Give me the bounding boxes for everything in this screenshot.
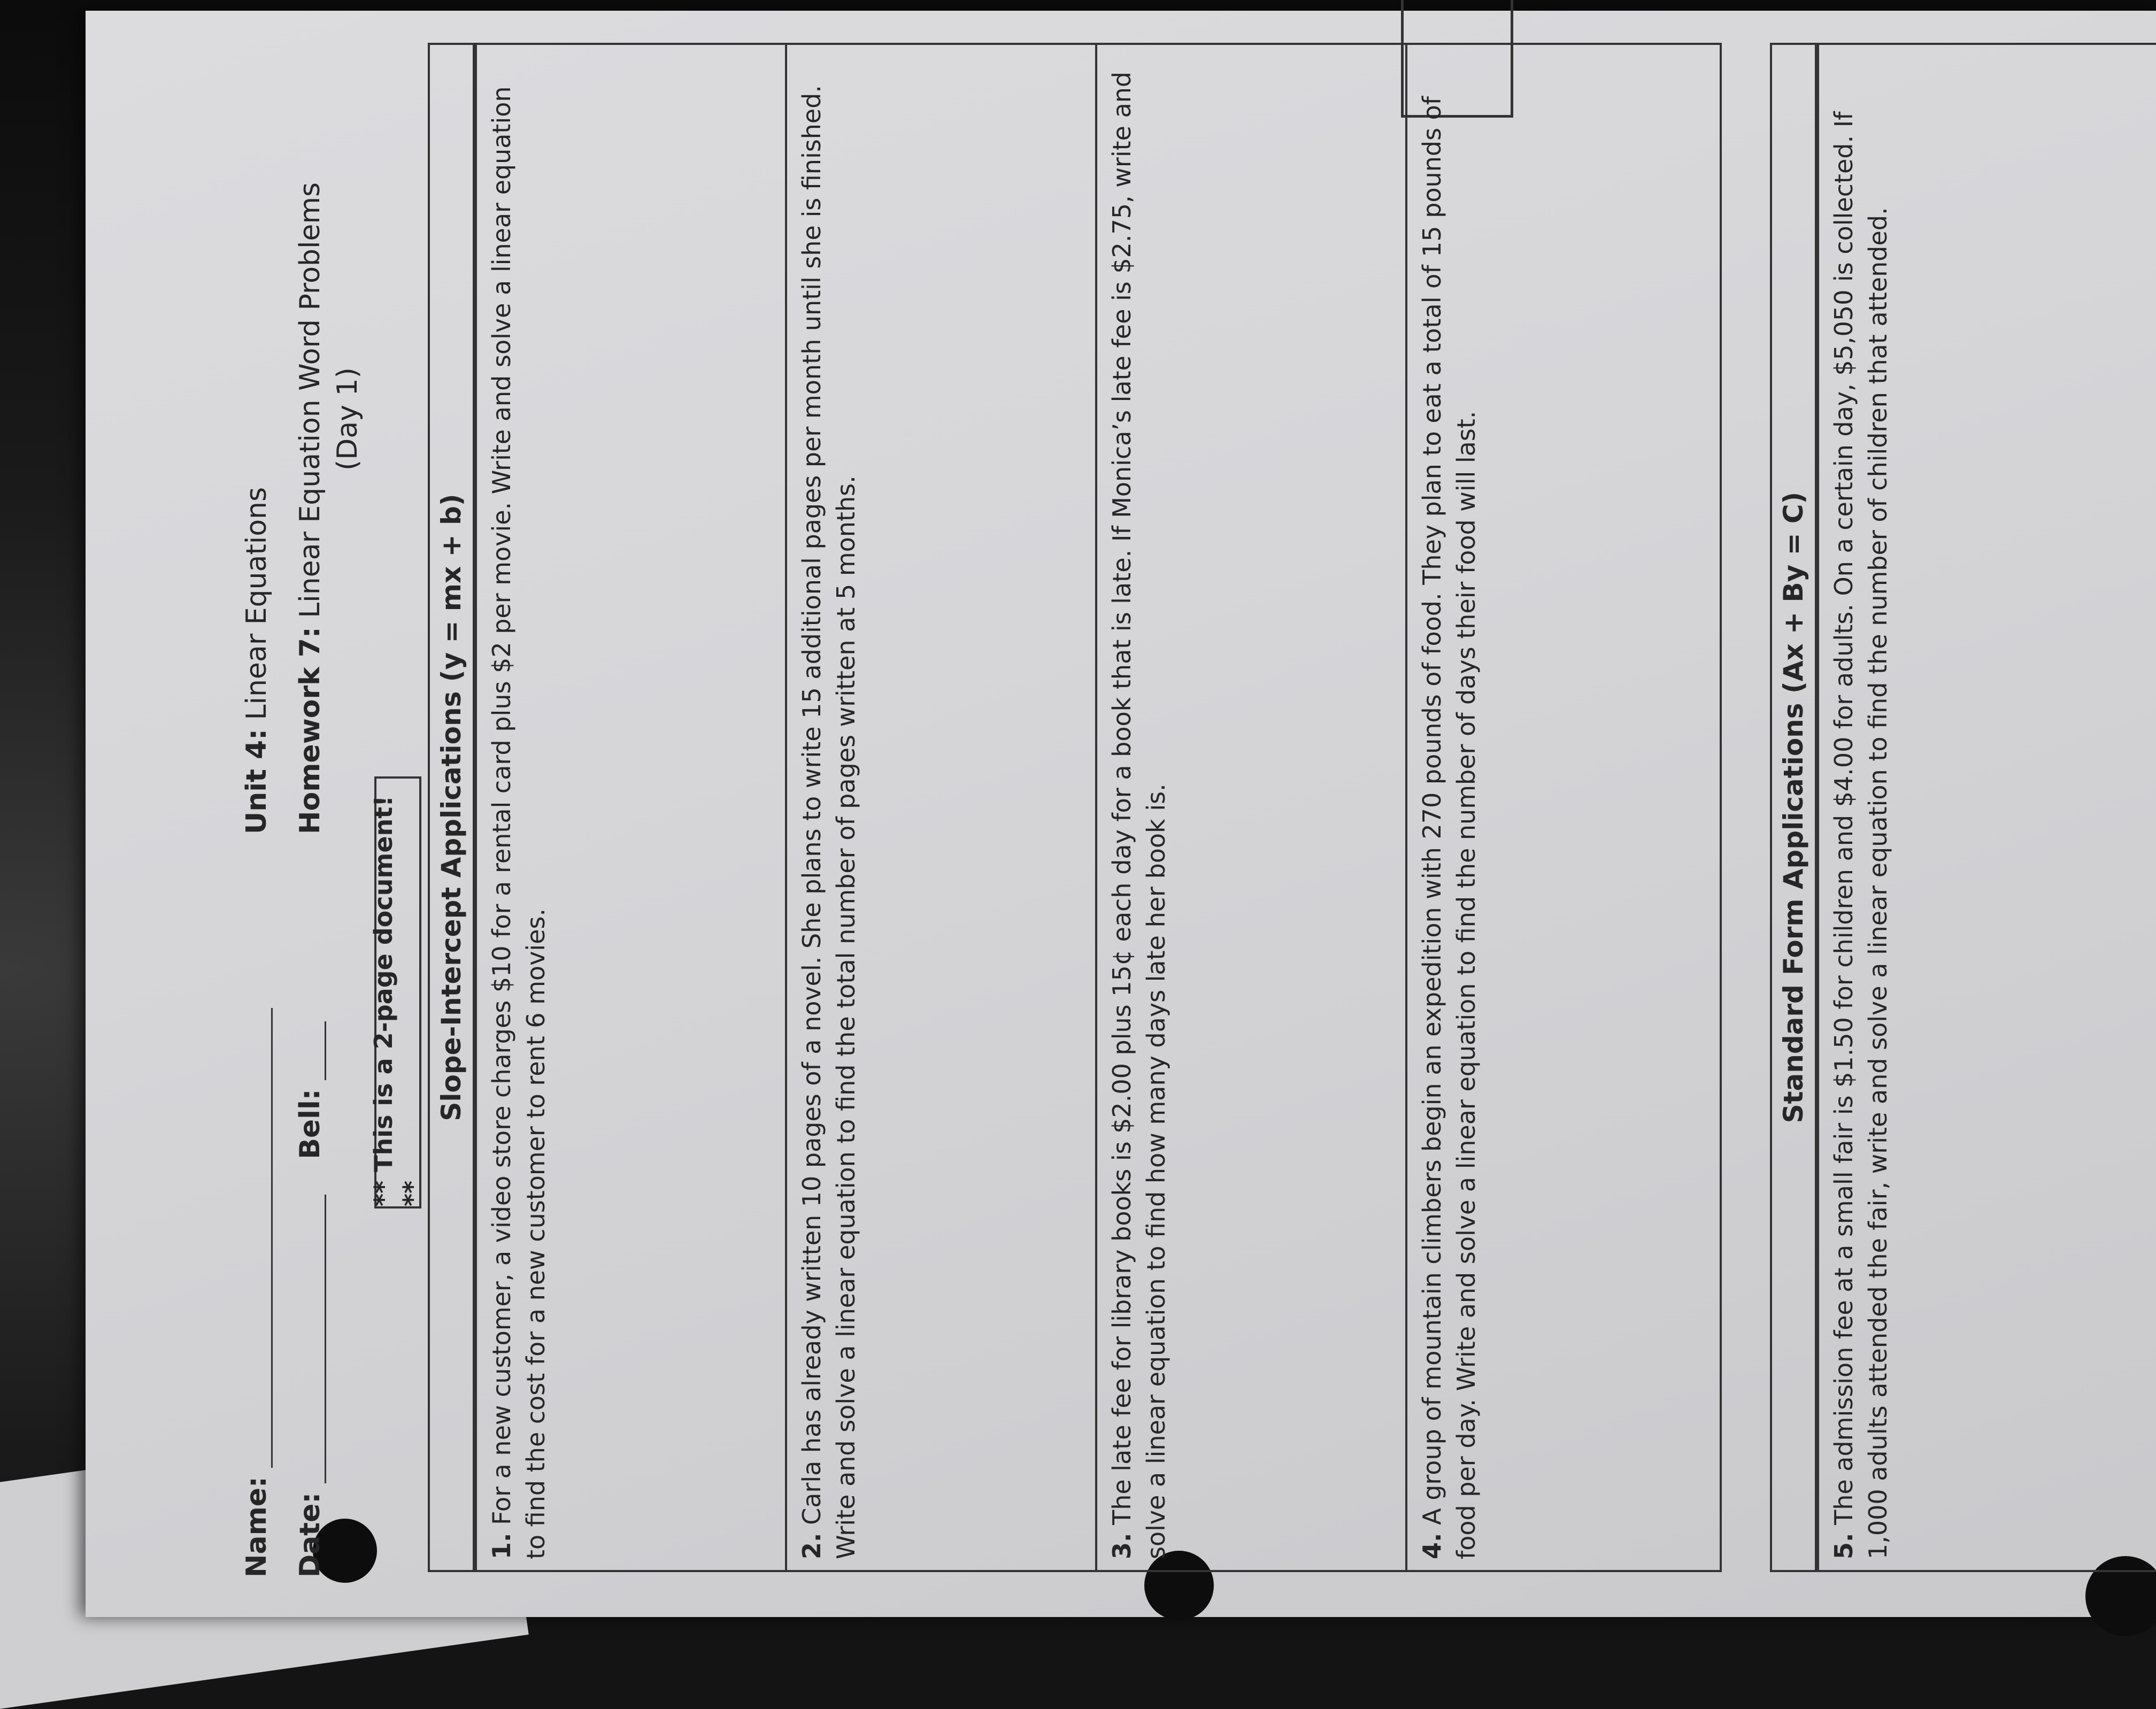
two-page-notice: ** This is a 2-page document! ** [374,776,421,1208]
problem-text: Carla has already written 10 pages of a novel. She plans to write 15 additional pages per month until she is finished. Write and solve a linear equation to find the total number of pages written at 5 months. [797,85,860,1559]
worksheet-content [225,11,2156,1615]
problem-number: 5. [1829,1533,1858,1559]
problem-text: For a new customer, a video store charges $10 for a rental card plus $2 per movie. Write and solve a linear equation to find the cost for a new customer to rent 6 movies. [487,86,550,1559]
section-title: Slope-Intercept Applications (y = mx + b) [430,45,475,1570]
problem-text: The late fee for library books is $2.00 plus 15¢ each day for a book that is late. If Monica’s late fee is $2.75, write and solve a linear equation to find how many days late her book is. [1107,71,1171,1559]
problem-number: 3. [1107,1533,1136,1559]
date-line[interactable] [325,1195,326,1483]
problem-4 [1405,45,1722,1570]
problem-number: 4. [1418,1533,1446,1559]
problem-3 [1095,45,1405,1570]
date-field [294,1021,326,1577]
problem-number: 2. [797,1533,826,1559]
homework-label: Homework 7: [294,627,326,834]
standard-form-section [1770,43,2156,1572]
problem-1 [475,45,785,1570]
name-line[interactable] [271,1008,273,1468]
problem-text: The admission fee at a small fair is $1.50 for children and $4.00 for adults. On a certain day, $5,050 is collected. If 1,000 adults attended the fair, write and solve a linear equation to find the number of children that attended. [1829,111,1892,1559]
date-label: Date: [294,1492,326,1577]
name-field [241,1008,273,1577]
homework-title [294,182,326,834]
problem-number: 1. [487,1533,516,1559]
homework-text: Linear Equation Word Problems [294,182,326,618]
problem-2 [785,45,1095,1570]
unit-title [241,487,273,834]
section-title: Standard Form Applications (Ax + By = C) [1772,45,1817,1570]
name-label: Name: [241,1476,273,1577]
problem-5 [1817,45,2156,1570]
unit-label: Unit 4: [241,728,273,834]
homework-day: (Day 1) [332,367,364,471]
unit-text: Linear Equations [241,487,273,720]
problem-text: A group of mountain climbers begin an expedition with 270 pounds of food. They plan to eat a total of 15 pounds of food per day. Write and solve a linear equation to find the number of days their food will last. [1418,96,1481,1559]
bell-label: Bell: [294,1089,326,1159]
slope-intercept-section [428,43,1722,1572]
bell-line[interactable] [325,1021,326,1080]
